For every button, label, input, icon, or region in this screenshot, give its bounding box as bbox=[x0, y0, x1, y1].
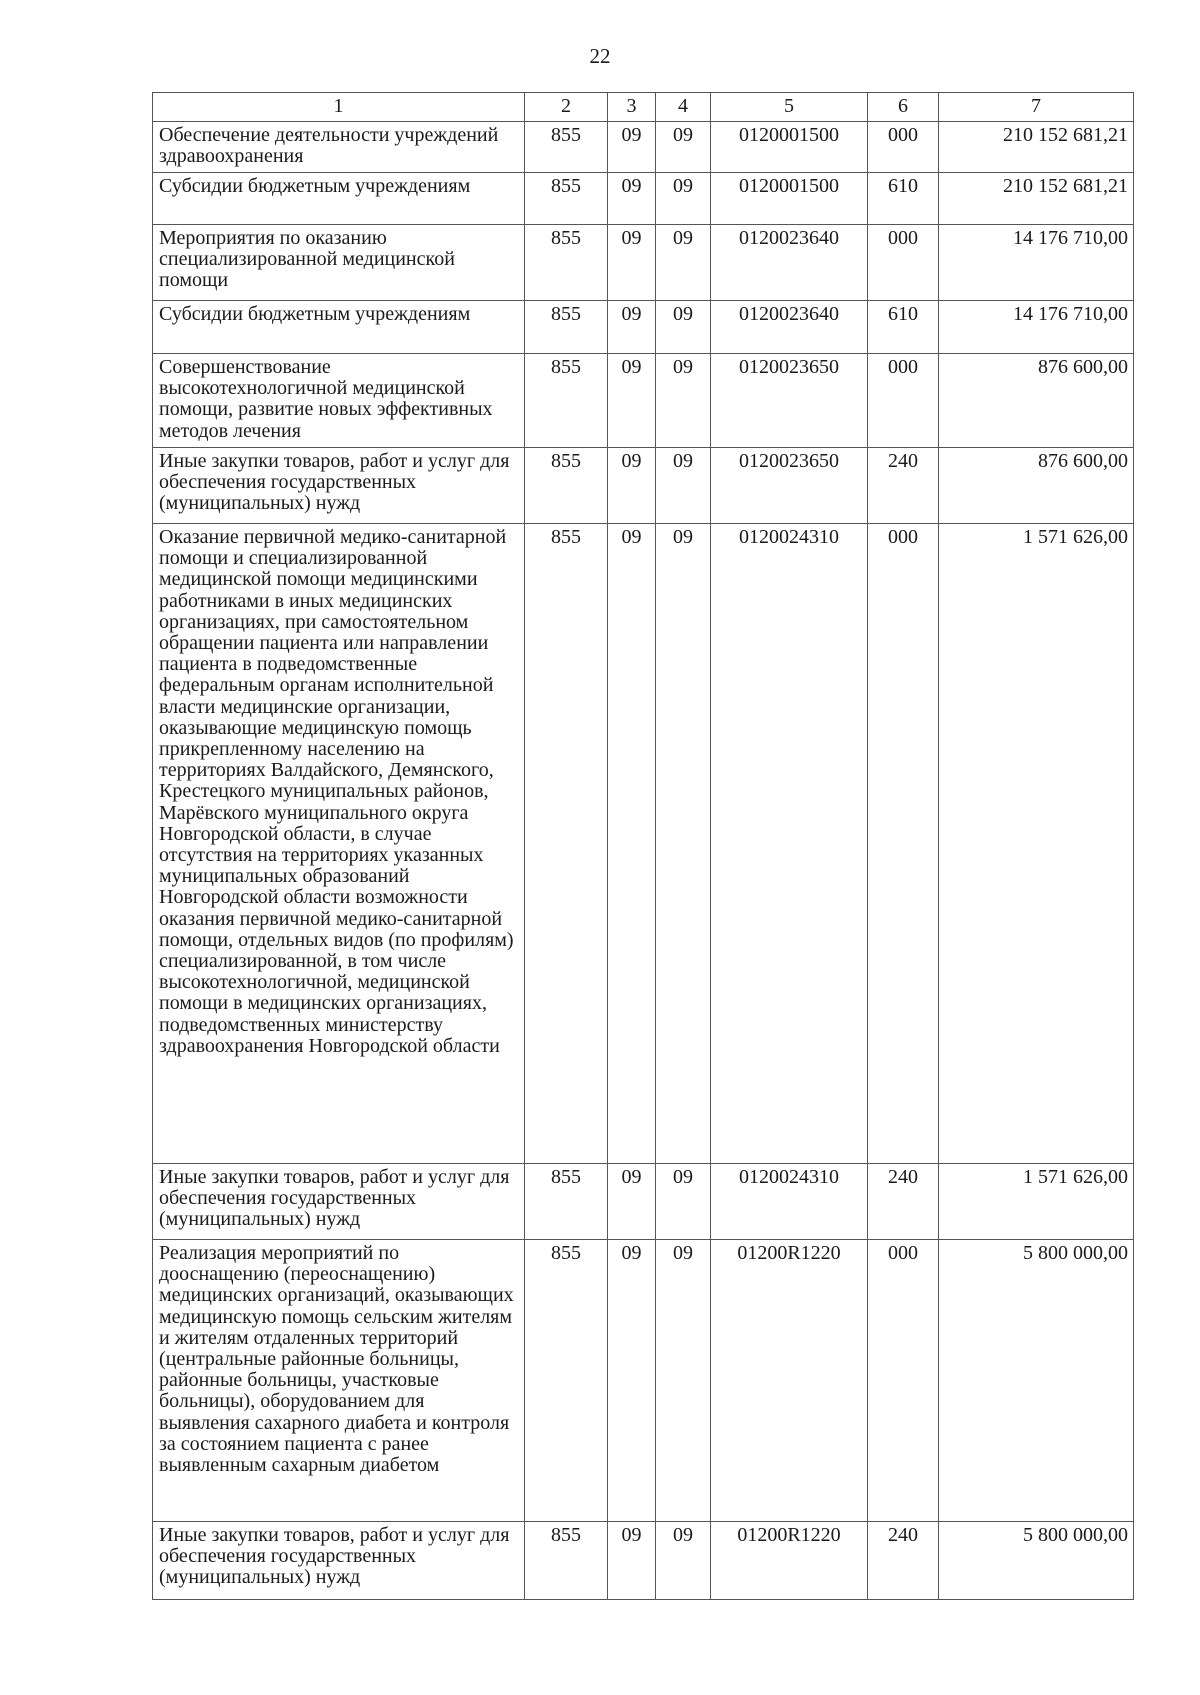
table-row bbox=[153, 448, 1134, 524]
section-code: 09 bbox=[608, 448, 656, 524]
target-article-code: 0120024310 bbox=[711, 524, 868, 1164]
amount: 5 800 000,00 bbox=[939, 1522, 1134, 1600]
grbs-code: 855 bbox=[525, 225, 608, 301]
amount: 5 800 000,00 bbox=[939, 1240, 1134, 1522]
expense-type-code: 000 bbox=[868, 354, 939, 448]
grbs-code: 855 bbox=[525, 122, 608, 173]
expense-type-code: 000 bbox=[868, 225, 939, 301]
expense-type-code: 240 bbox=[868, 1164, 939, 1240]
subsection-code: 09 bbox=[656, 1240, 711, 1522]
target-article-code: 0120023640 bbox=[711, 301, 868, 354]
table-row bbox=[153, 524, 1134, 1164]
target-article-code: 01200R1220 bbox=[711, 1522, 868, 1600]
amount: 1 571 626,00 bbox=[939, 1164, 1134, 1240]
grbs-code: 855 bbox=[525, 354, 608, 448]
amount: 210 152 681,21 bbox=[939, 173, 1134, 225]
expense-type-code: 000 bbox=[868, 1240, 939, 1522]
table-row bbox=[153, 1240, 1134, 1522]
subsection-code: 09 bbox=[656, 173, 711, 225]
column-header: 3 bbox=[608, 93, 656, 122]
section-code: 09 bbox=[608, 1164, 656, 1240]
table-row bbox=[153, 173, 1134, 225]
grbs-code: 855 bbox=[525, 173, 608, 225]
target-article-code: 0120023640 bbox=[711, 225, 868, 301]
amount: 1 571 626,00 bbox=[939, 524, 1134, 1164]
subsection-code: 09 bbox=[656, 122, 711, 173]
expense-name: Реализация мероприятий по дооснащению (переоснащению) медицинских организаций, оказывающих медицинскую помощь сельским жителям и жителям отдаленных территорий (центральные районные больницы, районные больницы, участковые больницы), оборудованием для выявления сахарного диабета и контроля за состоянием пациента с ранее выявленным сахарным диабетом bbox=[153, 1240, 525, 1522]
target-article-code: 0120001500 bbox=[711, 173, 868, 225]
grbs-code: 855 bbox=[525, 448, 608, 524]
column-header: 2 bbox=[525, 93, 608, 122]
section-code: 09 bbox=[608, 301, 656, 354]
expense-name: Субсидии бюджетным учреждениям bbox=[153, 173, 525, 225]
column-number-header-row bbox=[153, 93, 1134, 122]
grbs-code: 855 bbox=[525, 301, 608, 354]
table-row bbox=[153, 1164, 1134, 1240]
section-code: 09 bbox=[608, 1522, 656, 1600]
expense-name: Мероприятия по оказанию специализированной медицинской помощи bbox=[153, 225, 525, 301]
page-number: 22 bbox=[589, 44, 611, 68]
grbs-code: 855 bbox=[525, 1240, 608, 1522]
section-code: 09 bbox=[608, 173, 656, 225]
budget-table bbox=[152, 92, 1134, 1600]
subsection-code: 09 bbox=[656, 301, 711, 354]
column-header: 6 bbox=[868, 93, 939, 122]
grbs-code: 855 bbox=[525, 1164, 608, 1240]
expense-type-code: 000 bbox=[868, 122, 939, 173]
subsection-code: 09 bbox=[656, 448, 711, 524]
expense-name: Совершенствование высокотехнологичной медицинской помощи, развитие новых эффективных методов лечения bbox=[153, 354, 525, 448]
column-header: 5 bbox=[711, 93, 868, 122]
expense-name: Обеспечение деятельности учреждений здравоохранения bbox=[153, 122, 525, 173]
subsection-code: 09 bbox=[656, 354, 711, 448]
subsection-code: 09 bbox=[656, 1164, 711, 1240]
expense-name: Оказание первичной медико-санитарной помощи и специализированной медицинской помощи медицинскими работниками в иных медицинских организациях, при самостоятельном обращении пациента или направлении пациента в подведомственные федеральным органам исполнительной власти медицинские организации, оказывающие медицинскую помощь прикрепленному населению на территориях Валдайского, Демянского, Крестецкого муниципальных районов, Марёвского муниципального округа Новгородской области, в случае отсутствия на территориях указанных муниципальных образований Новгородской области возможности оказания первичной медико-санитарной помощи, отдельных видов (по профилям) специализированной, в том числе высокотехнологичной, медицинской помощи в медицинских организациях, подведомственных министерству здравоохранения Новгородской области bbox=[153, 524, 525, 1164]
target-article-code: 0120023650 bbox=[711, 448, 868, 524]
amount: 876 600,00 bbox=[939, 354, 1134, 448]
column-header: 4 bbox=[656, 93, 711, 122]
table-row bbox=[153, 122, 1134, 173]
column-header: 1 bbox=[153, 93, 525, 122]
grbs-code: 855 bbox=[525, 524, 608, 1164]
table-row bbox=[153, 354, 1134, 448]
table-row bbox=[153, 301, 1134, 354]
expense-name: Субсидии бюджетным учреждениям bbox=[153, 301, 525, 354]
amount: 210 152 681,21 bbox=[939, 122, 1134, 173]
target-article-code: 01200R1220 bbox=[711, 1240, 868, 1522]
target-article-code: 0120001500 bbox=[711, 122, 868, 173]
expense-name: Иные закупки товаров, работ и услуг для обеспечения государственных (муниципальных) нужд bbox=[153, 1164, 525, 1240]
amount: 14 176 710,00 bbox=[939, 301, 1134, 354]
section-code: 09 bbox=[608, 225, 656, 301]
expense-type-code: 610 bbox=[868, 173, 939, 225]
expense-name: Иные закупки товаров, работ и услуг для обеспечения государственных (муниципальных) нужд bbox=[153, 1522, 525, 1600]
expense-type-code: 240 bbox=[868, 448, 939, 524]
column-header: 7 bbox=[939, 93, 1134, 122]
amount: 14 176 710,00 bbox=[939, 225, 1134, 301]
expense-type-code: 000 bbox=[868, 524, 939, 1164]
grbs-code: 855 bbox=[525, 1522, 608, 1600]
table-row bbox=[153, 1522, 1134, 1600]
expense-type-code: 240 bbox=[868, 1522, 939, 1600]
subsection-code: 09 bbox=[656, 524, 711, 1164]
section-code: 09 bbox=[608, 524, 656, 1164]
section-code: 09 bbox=[608, 1240, 656, 1522]
expense-type-code: 610 bbox=[868, 301, 939, 354]
amount: 876 600,00 bbox=[939, 448, 1134, 524]
section-code: 09 bbox=[608, 122, 656, 173]
table-row bbox=[153, 225, 1134, 301]
section-code: 09 bbox=[608, 354, 656, 448]
expense-name: Иные закупки товаров, работ и услуг для обеспечения государственных (муниципальных) нужд bbox=[153, 448, 525, 524]
target-article-code: 0120024310 bbox=[711, 1164, 868, 1240]
subsection-code: 09 bbox=[656, 1522, 711, 1600]
subsection-code: 09 bbox=[656, 225, 711, 301]
target-article-code: 0120023650 bbox=[711, 354, 868, 448]
